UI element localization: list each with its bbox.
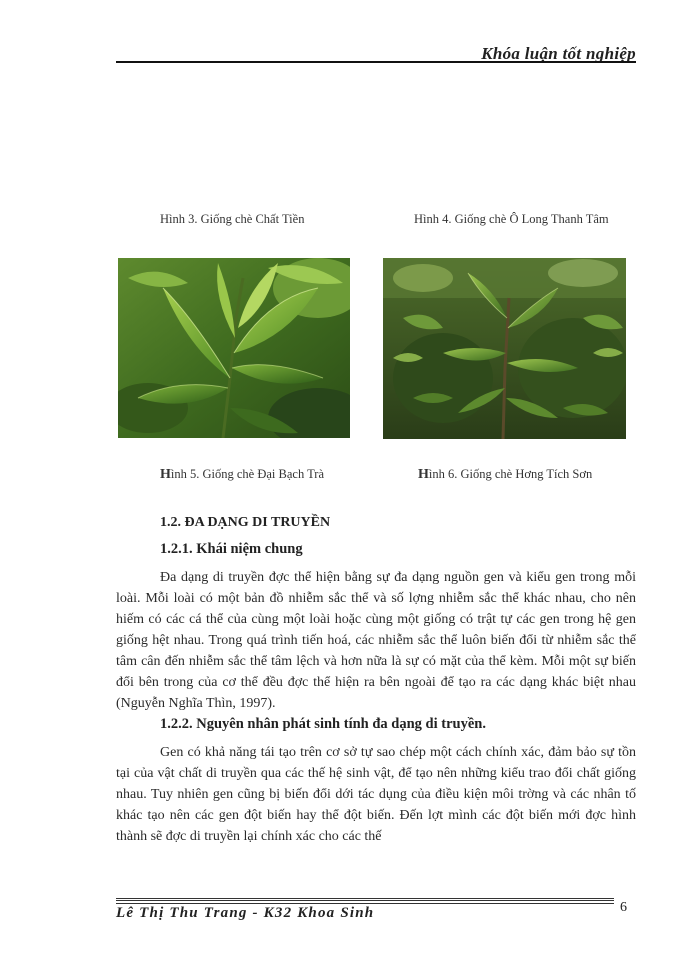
paragraph-1-text: Đa dạng di truyền đợc thể hiện bằng sự đa dạng nguồn gen và kiểu gen trong mỗi loài. Mỗi loài có một bản đồ nhiễm sắc thể và số lợng nhiễm sắc thể khác nhau, cho nên hiếm có các cá thể của cùng một loài hoặc cùng một giống có trật tự các gen trong hệ gen giống hệt nhau. Trong quá trình tiến hoá, các nhiễm sắc thể luôn biến đổi từ nhiễm sắc thể tâm cân đến nhiễm sắc thể tâm lệch và hơn nữa là sự có mặt của thể kèm. Mỗi một sự biến đổi bên trong của cơ thể đều đợc thể hiện ra bên ngoài để tạo ra các dạng khác biệt nhau (Nguyễn Nghĩa Thìn, 1997). bbox=[116, 570, 636, 711]
subsection-heading-2: 1.2.2. Nguyên nhân phát sinh tính đa dạng di truyền. bbox=[160, 716, 486, 732]
footer-double-rule bbox=[116, 898, 614, 901]
figure-3-caption: Hình 3. Giống chè Chất Tiền bbox=[160, 212, 305, 226]
figure-6-caption-text: ình 6. Giống chè Hơng Tích Sơn bbox=[428, 467, 593, 481]
figure-6-caption-initial: H bbox=[418, 467, 429, 482]
paragraph-2 bbox=[116, 742, 636, 847]
figure-5-caption bbox=[160, 467, 324, 483]
subsection-heading-1: 1.2.1. Khái niệm chung bbox=[160, 541, 303, 557]
footer-rule bbox=[116, 903, 614, 904]
figure-5-caption-initial: H bbox=[160, 467, 171, 482]
footer-author: Lê Thị Thu Trang - K32 Khoa Sinh bbox=[116, 905, 375, 921]
figure-6-caption bbox=[418, 467, 592, 483]
paragraph-2-text: Gen có khả năng tái tạo trên cơ sở tự sao chép một cách chính xác, đảm bảo sự tồn tại của vật chất di truyền qua các thế hệ sinh vật, để tạo nên những kiểu trao đổi chất giống nhau. Tuy nhiên gen cũng bị biến đổi dới tác dụng của điều kiện môi trờng và các nhân tố khác tạo nên các gen đột biến hay thể đột biến. Đến lợt mình các đột biến mới đợc hình thành sẽ đợc di truyền lại chính xác cho các thế bbox=[116, 745, 636, 844]
tea-photo-right bbox=[383, 258, 626, 439]
section-heading: 1.2. ĐA DẠNG DI TRUYỀN bbox=[160, 515, 331, 530]
paragraph-1 bbox=[116, 567, 636, 714]
figure-4-caption: Hình 4. Giống chè Ô Long Thanh Tâm bbox=[414, 212, 609, 226]
header-rule bbox=[116, 61, 636, 63]
figure-5-caption-text: ình 5. Giống chè Đại Bạch Trà bbox=[170, 467, 324, 481]
page-number: 6 bbox=[620, 900, 627, 915]
document-header-title: Khóa luận tốt nghiệp bbox=[481, 44, 636, 63]
tea-photo-left bbox=[118, 258, 350, 438]
